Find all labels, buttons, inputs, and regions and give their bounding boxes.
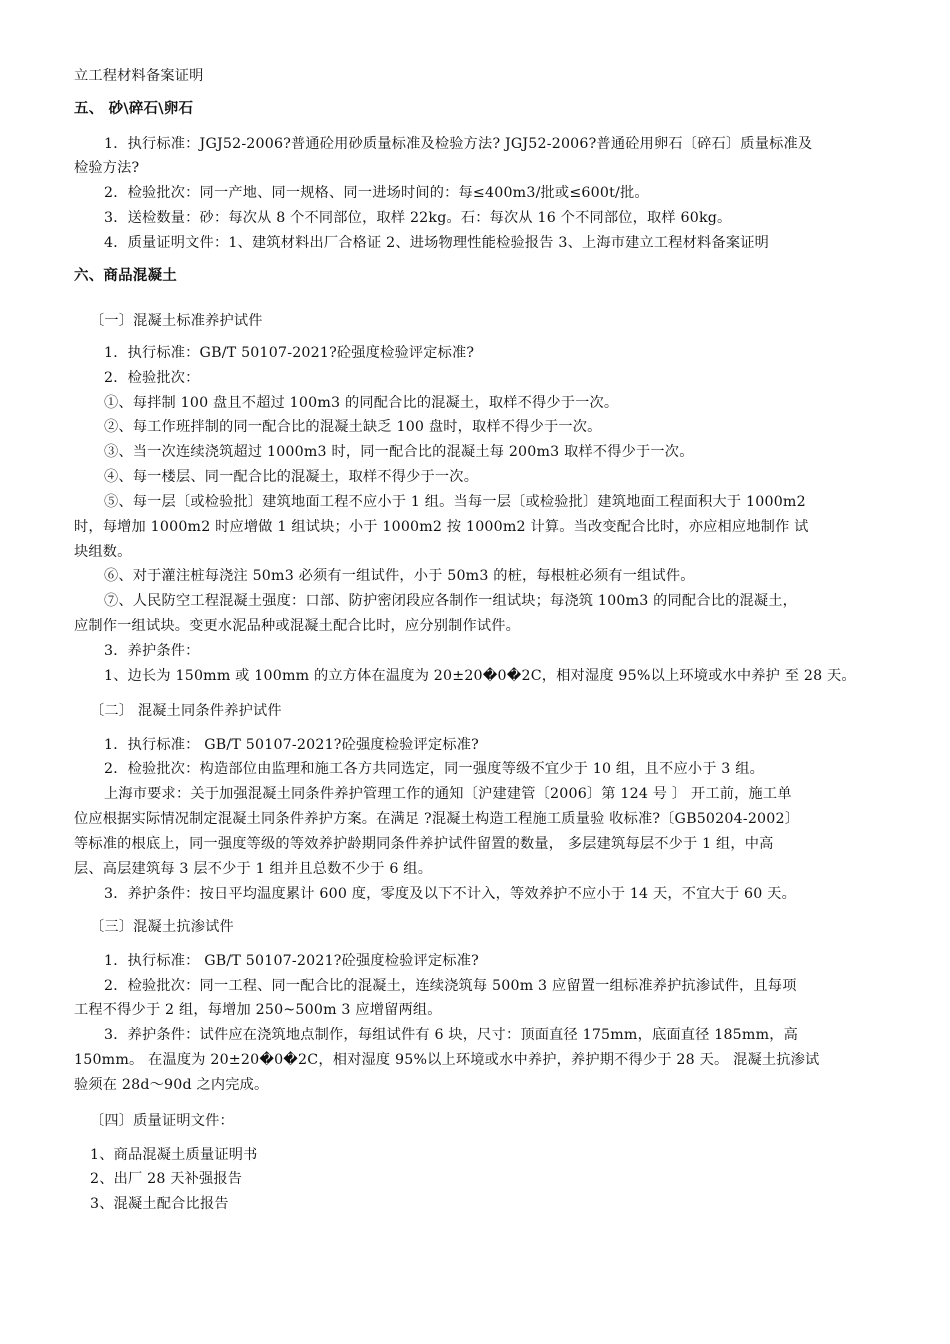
- text-line: 时，每增加 1000m2 时应增做 1 组试块；小于 1000m2 按 1000m2 计算。当改变配合比时，亦应相应地制作 试: [74, 519, 809, 535]
- text-line: 150mm。 在温度为 20±20�0�2C，相对湿度 95%以上环境或水中养护，养护期不得少于 28 天。 混凝土抗渗试: [74, 1052, 820, 1068]
- text-line: ③、当一次连续浇筑超过 1000m3 时，同一配合比的混凝土每 200m3 取样不得少于一次。: [104, 444, 694, 460]
- text-line: 1．执行标准： GB/T 50107-2021?砼强度检验评定标准?: [104, 953, 479, 969]
- text-line: 2．检验批次：: [104, 370, 200, 386]
- text-line: ⑥、对于灌注桩每浇注 50m3 必须有一组试件，小于 50m3 的桩，每根桩必须有一组试件。: [104, 568, 695, 584]
- section-heading-5: 五、 砂\碎石\卵石: [74, 101, 194, 117]
- section-heading-6: 六、商品混凝土: [74, 268, 177, 284]
- text-line: ⑦、人民防空工程混凝土强度：口部、防护密闭段应各制作一组试块；每浇筑 100m3 的同配合比的混凝土，: [104, 593, 798, 609]
- text-line: 立工程材料备案证明: [74, 68, 204, 84]
- text-line: 工程不得少于 2 组，每增加 250~500m 3 应增留两组。: [74, 1002, 442, 1018]
- text-line: 1．执行标准：JGJ52-2006?普通砼用砂质量标准及检验方法? JGJ52-2006?普通砼用卵石〔碎石〕质量标准及: [104, 136, 813, 152]
- subsection-heading: 〔三〕混凝土抗渗试件: [90, 919, 234, 935]
- text-line: ④、每一楼层、同一配合比的混凝土，取样不得少于一次。: [104, 469, 479, 485]
- text-line: 应制作一组试块。变更水泥品种或混凝土配合比时，应分别制作试件。: [74, 618, 521, 634]
- subsection-heading: 〔四〕质量证明文件：: [90, 1113, 234, 1129]
- text-line: 位应根据实际情况制定混凝土同条件养护方案。在满足 ?混凝土构造工程施工质量验 收标准?〔GB50204-2002〕: [74, 811, 800, 827]
- text-line: 2．检验批次：同一产地、同一规格、同一进场时间的：每≤400m3/批或≤600t/批。: [104, 185, 649, 201]
- text-line: 3．养护条件：试件应在浇筑地点制作，每组试件有 6 块，尺寸：顶面直径 175mm，底面直径 185mm，高: [104, 1027, 798, 1043]
- text-line: ①、每拌制 100 盘且不超过 100m3 的同配合比的混凝土，取样不得少于一次。: [104, 395, 619, 411]
- text-line: 检验方法?: [74, 160, 140, 176]
- text-line: 1．执行标准： GB/T 50107-2021?砼强度检验评定标准?: [104, 737, 479, 753]
- text-line: 3．养护条件：: [104, 643, 200, 659]
- subsection-heading: 〔一〕混凝土标准养护试件: [90, 313, 263, 329]
- text-line: 1．执行标准：GB/T 50107-2021?砼强度检验评定标准?: [104, 345, 475, 361]
- text-line: ②、每工作班拌制的同一配合比的混凝土缺乏 100 盘时，取样不得少于一次。: [104, 419, 602, 435]
- text-line: 等标准的根底上，同一强度等级的等效养护龄期同条件养护试件留置的数量， 多层建筑每层不少于 1 组，中高: [74, 836, 774, 852]
- text-line: 1、边长为 150mm 或 100mm 的立方体在温度为 20±20�0�2C，相对湿度 95%以上环境或水中养护 至 28 天。: [104, 668, 856, 684]
- text-line: 验须在 28d～90d 之内完成。: [74, 1077, 269, 1093]
- text-line: ⑤、每一层〔或检验批〕建筑地面工程不应小于 1 组。当每一层〔或检验批〕建筑地面工程面积大于 1000m2: [104, 494, 806, 510]
- list-item: 2、出厂 28 天补强报告: [90, 1171, 243, 1187]
- text-line: 上海市要求：关于加强混凝土同条件养护管理工作的通知〔沪建建管〔2006〕第 124 号 〕 开工前，施工单: [104, 786, 792, 802]
- text-line: 3．送检数量：砂：每次从 8 个不同部位，取样 22kg。石：每次从 16 个不同部位，取样 60kg。: [104, 210, 732, 226]
- subsection-heading: 〔二〕 混凝土同条件养护试件: [90, 703, 282, 719]
- text-line: 3．养护条件：按日平均温度累计 600 度，零度及以下不计入，等效养护不应小于 14 天，不宜大于 60 天。: [104, 886, 796, 902]
- text-line: 2．检验批次：构造部位由监理和施工各方共同选定，同一强度等级不宜少于 10 组，且不应小于 3 组。: [104, 761, 765, 777]
- list-item: 3、混凝土配合比报告: [90, 1196, 229, 1212]
- list-item: 1、商品混凝土质量证明书: [90, 1147, 258, 1163]
- text-line: 4．质量证明文件：1、建筑材料出厂合格证 2、进场物理性能检验报告 3、上海市建立工程材料备案证明: [104, 235, 769, 251]
- text-line: 2．检验批次：同一工程、同一配合比的混凝土，连续浇筑每 500m 3 应留置一组标准养护抗渗试件，且每项: [104, 978, 797, 994]
- text-line: 块组数。: [74, 544, 132, 560]
- text-line: 层、高层建筑每 3 层不少于 1 组并且总数不少于 6 组。: [74, 861, 433, 877]
